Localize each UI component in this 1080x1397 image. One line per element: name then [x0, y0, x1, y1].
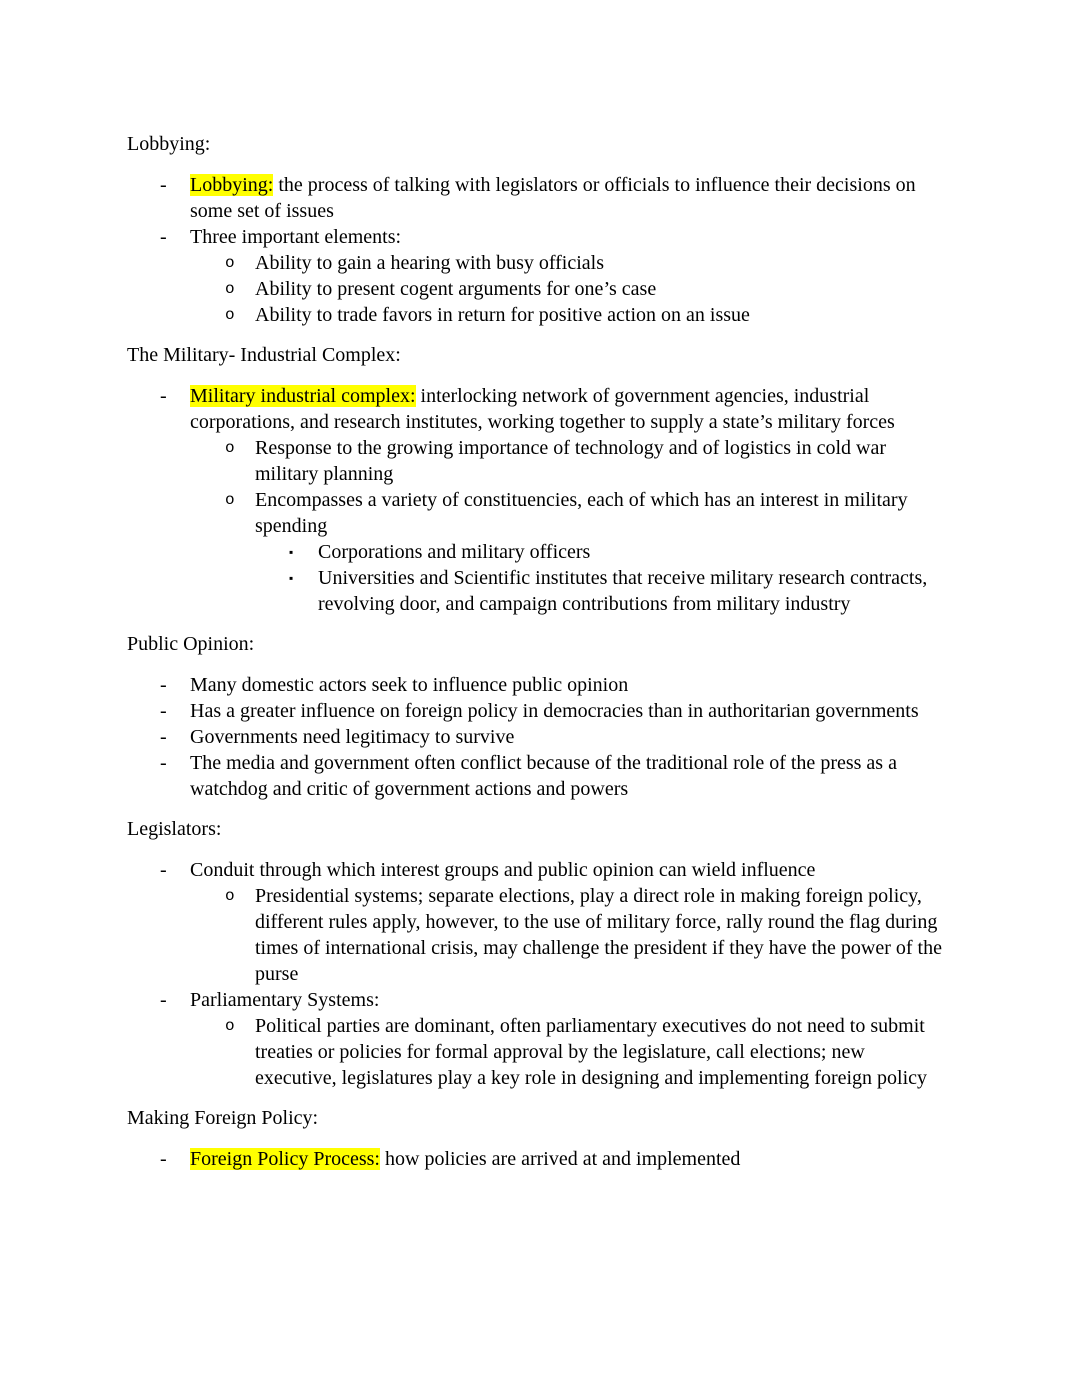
- list-item-text: Ability to gain a hearing with busy officials: [255, 252, 605, 274]
- list-item: [127, 487, 947, 539]
- dash-bullet-icon: -: [160, 226, 167, 248]
- dash-bullet-icon: -: [160, 989, 167, 1011]
- section-heading: Legislators:: [127, 818, 222, 840]
- bullet-list: [127, 1146, 947, 1172]
- list-item-text: Military industrial complex: interlocking network of government agencies, industrial corporations, and research institutes, working together to supply a state’s military forces: [190, 385, 895, 433]
- square-bullet-icon: ▪: [289, 545, 294, 559]
- list-item-text: Parliamentary Systems:: [190, 989, 380, 1011]
- list-item: [127, 1146, 947, 1172]
- list-item-text: Many domestic actors seek to influence public opinion: [190, 674, 629, 696]
- bullet-list: [127, 857, 947, 1091]
- dash-bullet-icon: -: [160, 700, 167, 722]
- dash-bullet-icon: -: [160, 1148, 167, 1170]
- dash-bullet-icon: -: [160, 726, 167, 748]
- list-item: [127, 383, 947, 435]
- section-heading: Making Foreign Policy:: [127, 1107, 319, 1129]
- list-item-text: Ability to trade favors in return for positive action on an issue: [255, 304, 750, 326]
- highlighted-term: Foreign Policy Process:: [190, 1148, 380, 1170]
- list-item: [127, 857, 947, 883]
- bullet-list: [127, 383, 947, 617]
- section: [127, 342, 947, 617]
- list-item-text: Three important elements:: [190, 226, 402, 248]
- list-item-text: Political parties are dominant, often parliamentary executives do not need to submit treaties or policies for formal approval by the legislature, call elections; new executive, legislatures play a key role in designing and implementing foreign policy: [255, 1015, 928, 1089]
- highlighted-term: Lobbying:: [190, 174, 274, 196]
- list-item: [127, 883, 947, 987]
- section-heading: The Military- Industrial Complex:: [127, 344, 401, 366]
- list-item-text: Governments need legitimacy to survive: [190, 726, 515, 748]
- document-content: [127, 131, 947, 1172]
- dash-bullet-icon: -: [160, 674, 167, 696]
- list-item: [127, 724, 947, 750]
- circle-bullet-icon: o: [225, 887, 235, 905]
- list-item: [127, 565, 947, 617]
- circle-bullet-icon: o: [225, 1017, 235, 1035]
- circle-bullet-icon: o: [225, 280, 235, 298]
- list-item-text: Ability to present cogent arguments for one’s case: [255, 278, 657, 300]
- list-item-text: Lobbying: the process of talking with legislators or officials to influence their decisions on some set of issues: [190, 174, 916, 222]
- circle-bullet-icon: o: [225, 254, 235, 272]
- section-heading: Lobbying:: [127, 133, 211, 155]
- section: [127, 131, 947, 328]
- highlighted-term: Military industrial complex:: [190, 385, 416, 407]
- section: [127, 816, 947, 1091]
- list-item: [127, 172, 947, 224]
- list-item: [127, 276, 947, 302]
- circle-bullet-icon: o: [225, 439, 235, 457]
- list-item: [127, 539, 947, 565]
- list-item-text: The media and government often conflict because of the traditional role of the press as a watchdog and critic of government actions and powers: [190, 752, 897, 800]
- list-item-text: Presidential systems; separate elections, play a direct role in making foreign policy, different rules apply, however, to the use of military force, rally round the flag during times of international crisis, may challenge the president if they have the power of the purse: [255, 885, 942, 985]
- section-heading: Public Opinion:: [127, 633, 255, 655]
- dash-bullet-icon: -: [160, 174, 167, 196]
- list-item: [127, 750, 947, 802]
- bullet-list: [127, 172, 947, 328]
- list-item-text: Conduit through which interest groups and public opinion can wield influence: [190, 859, 816, 881]
- list-item-text: Response to the growing importance of technology and of logistics in cold war military planning: [255, 437, 886, 485]
- list-item: [127, 1013, 947, 1091]
- circle-bullet-icon: o: [225, 306, 235, 324]
- list-item: [127, 698, 947, 724]
- list-item-text: Encompasses a variety of constituencies, each of which has an interest in military spending: [255, 489, 908, 537]
- list-item-text: Foreign Policy Process: how policies are arrived at and implemented: [190, 1148, 741, 1170]
- list-item-text: Universities and Scientific institutes that receive military research contracts, revolving door, and campaign contributions from military industry: [318, 567, 928, 615]
- list-item-text: Has a greater influence on foreign policy in democracies than in authoritarian governments: [190, 700, 919, 722]
- dash-bullet-icon: -: [160, 752, 167, 774]
- square-bullet-icon: ▪: [289, 571, 294, 585]
- section: [127, 1105, 947, 1172]
- list-item-text: Corporations and military officers: [318, 541, 591, 563]
- list-item: [127, 672, 947, 698]
- circle-bullet-icon: o: [225, 491, 235, 509]
- section: [127, 631, 947, 802]
- list-item: [127, 987, 947, 1013]
- dash-bullet-icon: -: [160, 859, 167, 881]
- list-item: [127, 250, 947, 276]
- list-item: [127, 435, 947, 487]
- list-item: [127, 224, 947, 250]
- bullet-list: [127, 672, 947, 802]
- dash-bullet-icon: -: [160, 385, 167, 407]
- list-item: [127, 302, 947, 328]
